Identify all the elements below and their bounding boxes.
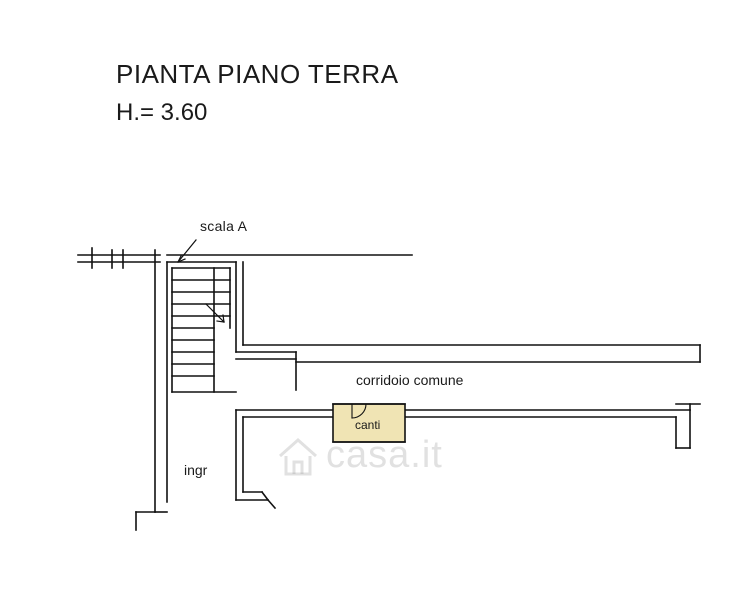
label-entrance: ingr bbox=[184, 462, 208, 478]
label-stairs: scala A bbox=[200, 218, 248, 234]
label-cellar: canti bbox=[355, 418, 381, 432]
page-subtitle: H.= 3.60 bbox=[116, 99, 208, 126]
page-title: PIANTA PIANO TERRA bbox=[116, 59, 399, 89]
watermark-text: casa.it bbox=[326, 434, 443, 476]
label-corridor: corridoio comune bbox=[356, 372, 464, 388]
